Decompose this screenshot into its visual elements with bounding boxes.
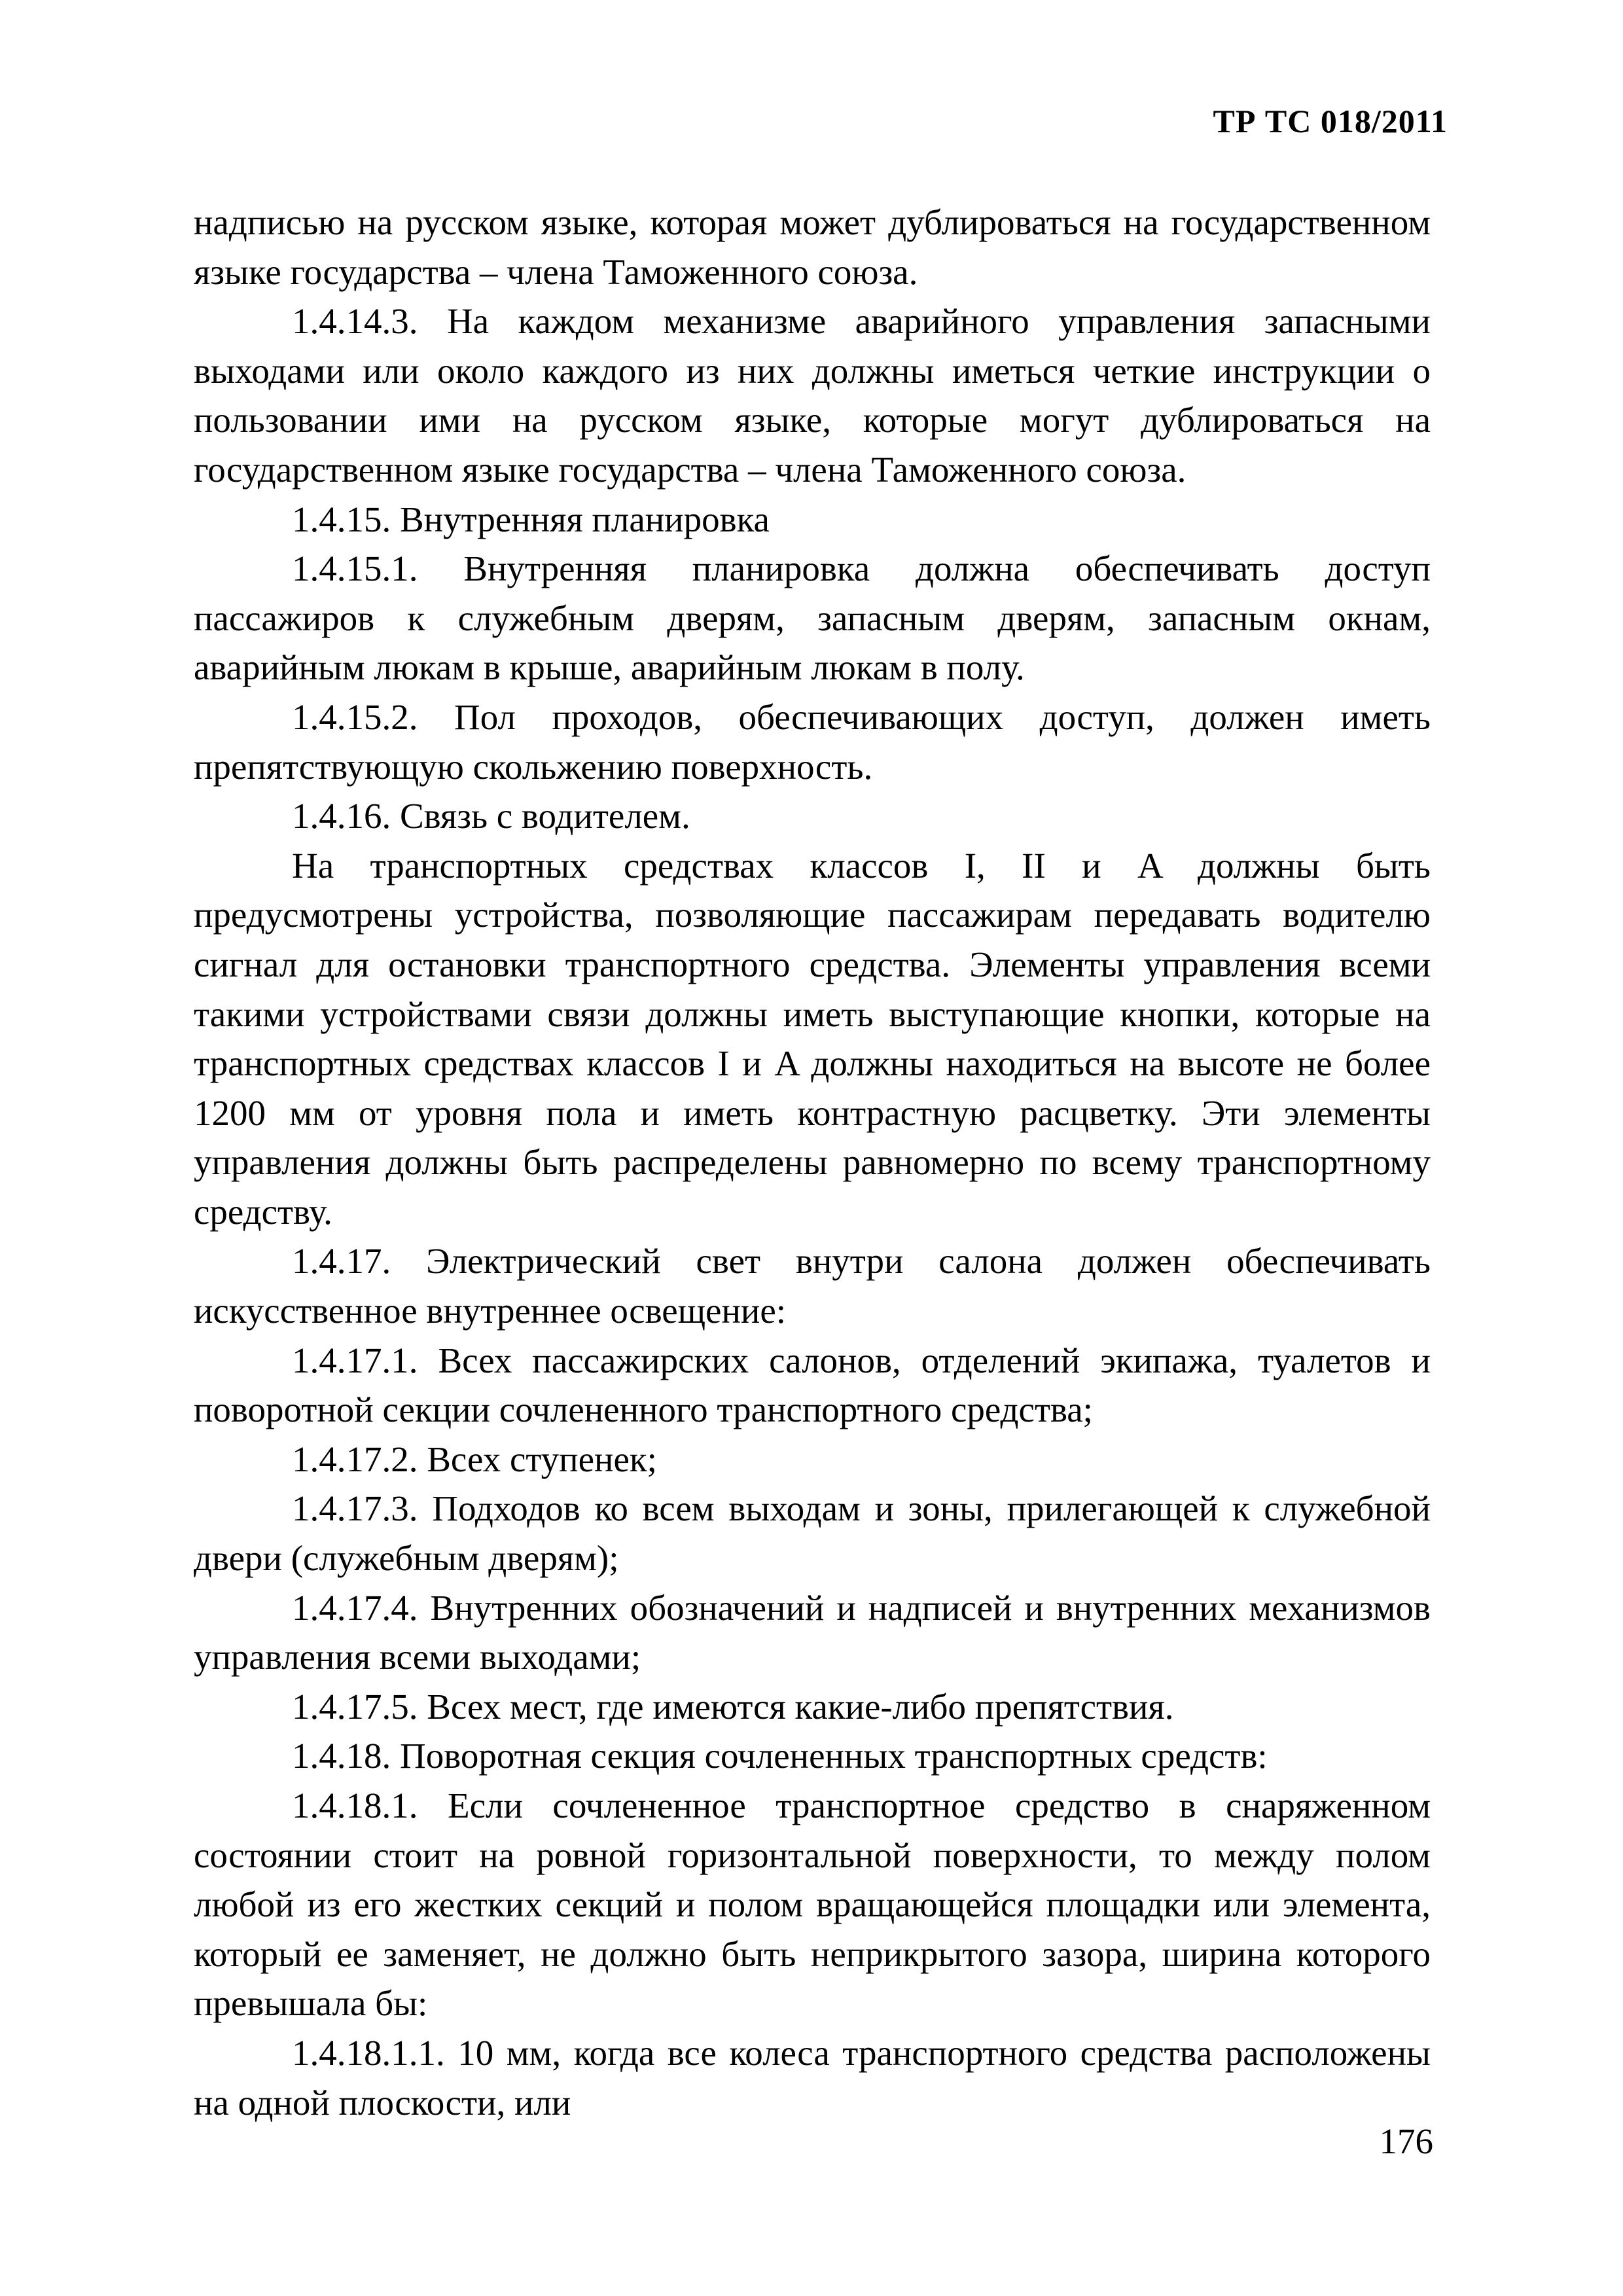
paragraph: 1.4.17.1. Всех пассажирских салонов, отделений экипажа, туалетов и поворотной секции сочлененного транспортного средства; xyxy=(194,1340,1431,1430)
paragraph: 1.4.17.4. Внутренних обозначений и надписей и внутренних механизмов управления всеми выходами; xyxy=(194,1587,1431,1677)
page-body xyxy=(194,198,1431,2127)
section-heading: 1.4.16. Связь с водителем. xyxy=(292,796,690,836)
section-heading: 1.4.18. Поворотная секция сочлененных транспортных средств: xyxy=(292,1736,1268,1776)
paragraph: надписью на русском языке, которая может дублироваться на государственном языке государства – члена Таможенного союза. xyxy=(194,202,1431,292)
paragraph: 1.4.15.1. Внутренняя планировка должна обеспечивать доступ пассажиров к служебным дверям, запасным дверям, запасным окнам, аварийным люкам в крыше, аварийным люкам в полу. xyxy=(194,548,1431,688)
paragraph: 1.4.17.3. Подходов ко всем выходам и зоны, прилегающей к служебной двери (служебным дверям); xyxy=(194,1488,1431,1579)
paragraph: На транспортных средствах классов I, II и A должны быть предусмотрены устройства, позволяющие пассажирам передавать водителю сигнал для остановки транспортного средства. Элементы управления всеми такими устройствами связи должны иметь выступающие кнопки, которые на транспортных средствах классов I и A должны находиться на высоте не более 1200 мм от уровня пола и иметь контрастную расцветку. Эти элементы управления должны быть распределены равномерно по всему транспортному средству. xyxy=(194,845,1431,1232)
paragraph: 1.4.17. Электрический свет внутри салона должен обеспечивать искусственное внутреннее освещение: xyxy=(194,1241,1431,1331)
page-number: 176 xyxy=(1379,2121,1433,2161)
paragraph: 1.4.17.2. Всех ступенек; xyxy=(292,1439,657,1479)
paragraph: 1.4.15.2. Пол проходов, обеспечивающих доступ, должен иметь препятствующую скольжению поверхность. xyxy=(194,696,1431,787)
section-heading: 1.4.15. Внутренняя планировка xyxy=(292,499,770,539)
document-header: ТР ТС 018/2011 xyxy=(1213,103,1448,139)
paragraph: 1.4.14.3. На каждом механизме аварийного управления запасными выходами или около каждого из них должны иметься четкие инструкции о пользовании ими на русском языке, которые могут дублироваться на государственном языке государства – члена Таможенного союза. xyxy=(194,301,1431,490)
paragraph: 1.4.17.5. Всех мест, где имеются какие-либо препятствия. xyxy=(292,1686,1174,1727)
paragraph: 1.4.18.1.1. 10 мм, когда все колеса транспортного средства расположены на одной плоскости, или xyxy=(194,2032,1431,2123)
paragraph: 1.4.18.1. Если сочлененное транспортное средство в снаряженном состоянии стоит на ровной горизонтальной поверхности, то между полом любой из его жестких секций и полом вращающейся площадки или элемента, который ее заменяет, не должно быть неприкрытого зазора, ширина которого превышала бы: xyxy=(194,1785,1431,2024)
